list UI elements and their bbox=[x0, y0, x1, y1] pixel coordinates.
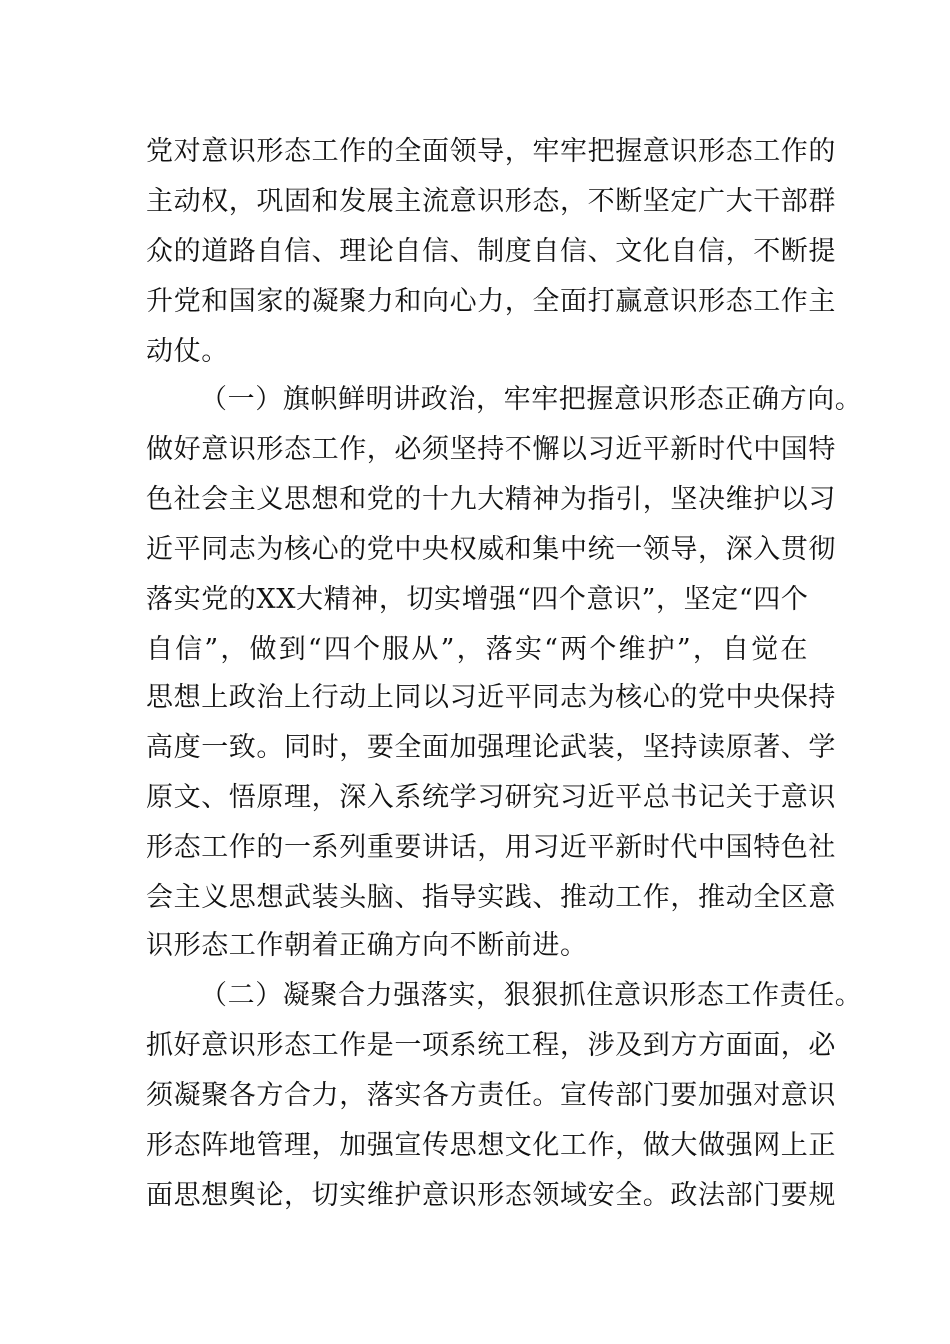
text-line: 识形态工作朝着正确方向不断前进。 bbox=[146, 930, 588, 961]
text-line: 做好意识形态工作，必须坚持不懈以习近平新时代中国特 bbox=[146, 434, 836, 465]
text-line: 形态阵地管理，加强宣传思想文化工作，做大做强网上正 bbox=[146, 1130, 836, 1161]
section-heading-2: （二）凝聚合力强落实，狠狠抓住意识形态工作责任。 bbox=[200, 980, 863, 1011]
text-line: 落实党的XX大精神，切实增强“四个意识”，坚定“四个 bbox=[146, 584, 809, 615]
text-line: 自信”，做到“四个服从”，落实“两个维护”，自觉在 bbox=[146, 634, 808, 665]
text-line: 高度一致。同时，要全面加强理论武装，坚持读原著、学 bbox=[146, 732, 836, 763]
text-line: 众的道路自信、理论自信、制度自信、文化自信，不断提 bbox=[146, 236, 836, 267]
text-line: 面思想舆论，切实维护意识形态领域安全。政法部门要规 bbox=[146, 1180, 836, 1211]
text-line: 抓好意识形态工作是一项系统工程，涉及到方方面面，必 bbox=[146, 1030, 836, 1061]
text-line: 色社会主义思想和党的十九大精神为指引，坚决维护以习 bbox=[146, 484, 836, 515]
section-heading-1: （一）旗帜鲜明讲政治，牢牢把握意识形态正确方向。 bbox=[200, 384, 863, 415]
text-line: 主动权，巩固和发展主流意识形态，不断坚定广大干部群 bbox=[146, 186, 836, 217]
text-line: 动仗。 bbox=[146, 336, 229, 367]
text-line: 须凝聚各方合力，落实各方责任。宣传部门要加强对意识 bbox=[146, 1080, 836, 1111]
text-line: 升党和国家的凝聚力和向心力，全面打赢意识形态工作主 bbox=[146, 286, 836, 317]
text-line: 思想上政治上行动上同以习近平同志为核心的党中央保持 bbox=[146, 682, 836, 713]
text-line: 会主义思想武装头脑、指导实践、推动工作，推动全区意 bbox=[146, 882, 836, 913]
text-line: 形态工作的一系列重要讲话，用习近平新时代中国特色社 bbox=[146, 832, 836, 863]
text-line: 党对意识形态工作的全面领导，牢牢把握意识形态工作的 bbox=[146, 136, 836, 167]
text-line: 近平同志为核心的党中央权威和集中统一领导，深入贯彻 bbox=[146, 534, 836, 565]
text-line: 原文、悟原理，深入系统学习研究习近平总书记关于意识 bbox=[146, 782, 836, 813]
